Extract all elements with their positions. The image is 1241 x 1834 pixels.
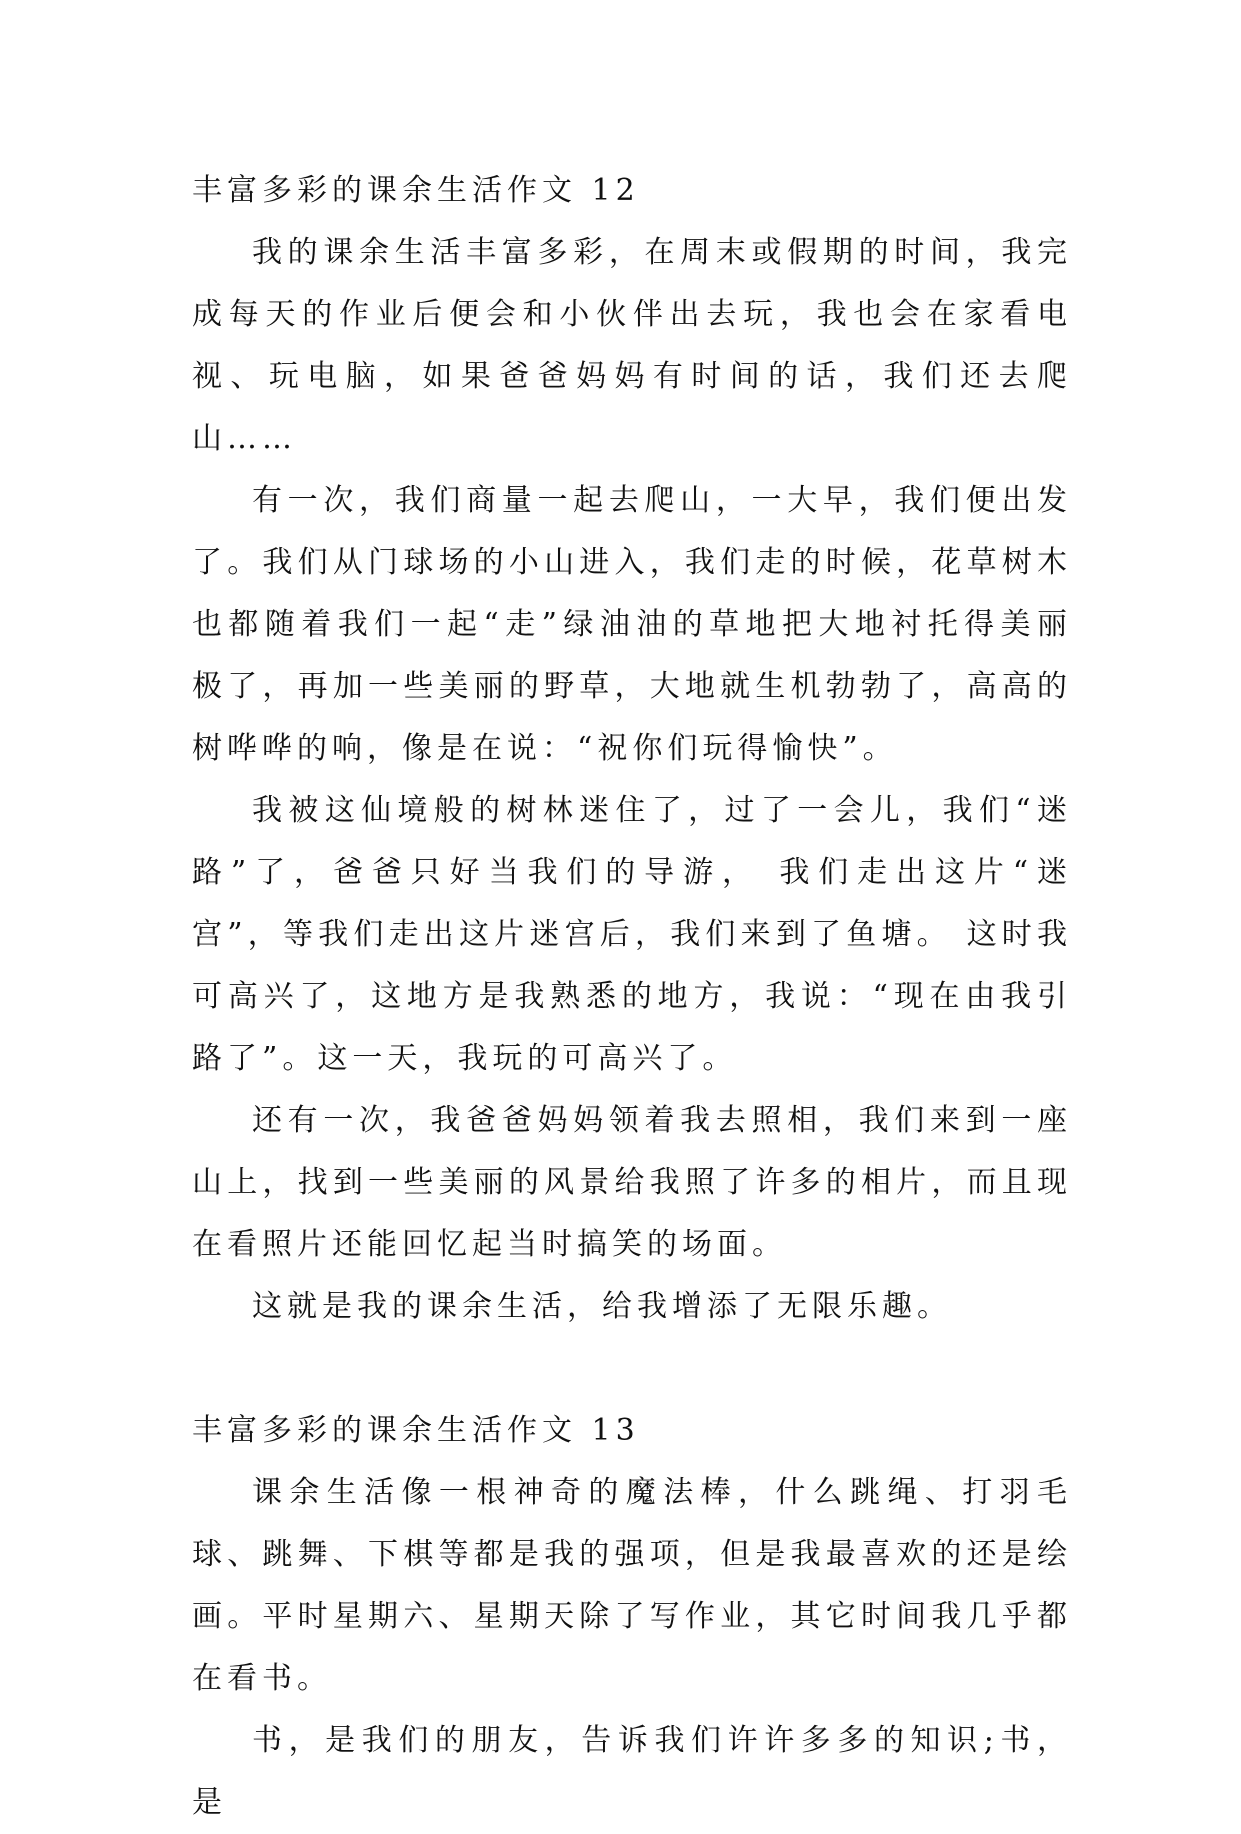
section-divider-space — [192, 1338, 1072, 1400]
section-title: 丰富多彩的课余生活作文 13 — [192, 1413, 640, 1448]
essay-section-13 — [192, 1400, 1072, 1834]
essay-section-12 — [192, 160, 1072, 1338]
paragraph: 书，是我们的朋友，告诉我们许许多多的知识;书，是 — [192, 1723, 1072, 1820]
paragraph: 这就是我的课余生活，给我增添了无限乐趣。 — [252, 1289, 952, 1324]
paragraph: 还有一次，我爸爸妈妈领着我去照相，我们来到一座山上，找到一些美丽的风景给我照了许多的相片，而且现在看照片还能回忆起当时搞笑的场面。 — [192, 1103, 1072, 1262]
section-title: 丰富多彩的课余生活作文 12 — [192, 173, 640, 208]
paragraph: 我被这仙境般的树林迷住了，过了一会儿，我们“迷路”了，爸爸只好当我们的导游， 我们走出这片“迷宫”，等我们走出这片迷宫后，我们来到了鱼塘。 这时我可高兴了，这地方是我熟悉的地方，我说：“现在由我引路了”。这一天，我玩的可高兴了。 — [192, 793, 1072, 1076]
document-body — [192, 160, 1072, 1834]
paragraph: 我的课余生活丰富多彩，在周末或假期的时间，我完成每天的作业后便会和小伙伴出去玩，我也会在家看电视、玩电脑，如果爸爸妈妈有时间的话，我们还去爬山…… — [192, 235, 1072, 456]
paragraph: 有一次，我们商量一起去爬山，一大早，我们便出发了。我们从门球场的小山进入，我们走的时候，花草树木也都随着我们一起“走”绿油油的草地把大地衬托得美丽极了，再加一些美丽的野草，大地就生机勃勃了，高高的树哗哗的响，像是在说：“祝你们玩得愉快”。 — [192, 483, 1072, 766]
paragraph: 课余生活像一根神奇的魔法棒，什么跳绳、打羽毛球、跳舞、下棋等都是我的强项，但是我最喜欢的还是绘画。平时星期六、星期天除了写作业，其它时间我几乎都在看书。 — [192, 1475, 1072, 1696]
